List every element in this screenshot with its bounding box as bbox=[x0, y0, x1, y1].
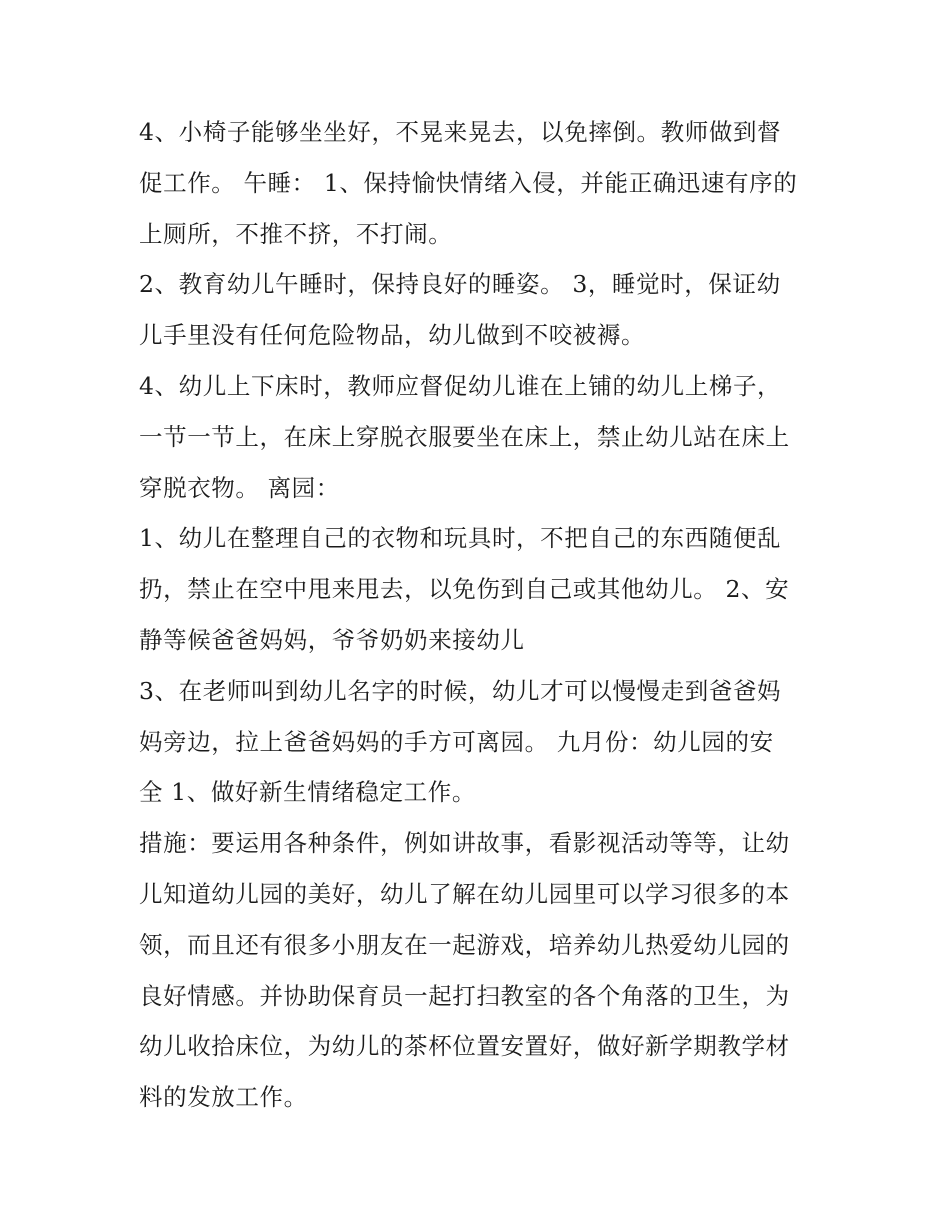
text-line: 全 1、做好新生情绪稳定工作。 bbox=[139, 778, 476, 807]
text-line: 领，而且还有很多小朋友在一起游戏，培养幼儿热爱幼儿园的 bbox=[139, 930, 790, 959]
text-line: 4、幼儿上下床时，教师应督促幼儿谁在上铺的幼儿上梯子， bbox=[139, 371, 782, 400]
text-line: 上厕所，不推不挤，不打闹。 bbox=[139, 219, 453, 248]
text-line: 4、小椅子能够坐坐好，不晃来晃去，以免摔倒。教师做到督 bbox=[139, 118, 782, 146]
text-line: 料的发放工作。 bbox=[139, 1083, 308, 1112]
text-line: 2、教育幼儿午睡时，保持良好的睡姿。 3，睡觉时，保证幼 bbox=[139, 270, 781, 299]
text-line: 幼儿收拾床位，为幼儿的茶杯位置安置好，做好新学期教学材 bbox=[139, 1032, 790, 1061]
body-text bbox=[139, 107, 815, 1123]
text-line: 儿知道幼儿园的美好，幼儿了解在幼儿园里可以学习很多的本 bbox=[139, 879, 790, 908]
text-line: 一节一节上，在床上穿脱衣服要坐在床上，禁止幼儿站在床上 bbox=[139, 422, 790, 451]
text-line: 促工作。 午睡： 1、保持愉快情绪入侵，并能正确迅速有序的 bbox=[139, 168, 798, 197]
text-line: 良好情感。并协助保育员一起打扫教室的各个角落的卫生，为 bbox=[139, 981, 790, 1010]
text-line: 穿脱衣物。 离园： bbox=[139, 473, 340, 502]
text-line: 儿手里没有任何危险物品，幼儿做到不咬被褥。 bbox=[139, 321, 646, 350]
text-line: 3、在老师叫到幼儿名字的时候，幼儿才可以慢慢走到爸爸妈 bbox=[139, 676, 782, 705]
text-line: 1、幼儿在整理自己的衣物和玩具时，不把自己的东西随便乱 bbox=[139, 524, 782, 553]
text-line: 静等候爸爸妈妈，爷爷奶奶来接幼儿 bbox=[139, 625, 525, 654]
text-line: 扔，禁止在空中甩来甩去，以免伤到自己或其他幼儿。 2、安 bbox=[139, 575, 790, 604]
text-line: 妈旁边，拉上爸爸妈妈的手方可离园。 九月份：幼儿园的安 bbox=[139, 727, 774, 756]
text-line: 措施：要运用各种条件，例如讲故事，看影视活动等等，让幼 bbox=[139, 829, 790, 858]
